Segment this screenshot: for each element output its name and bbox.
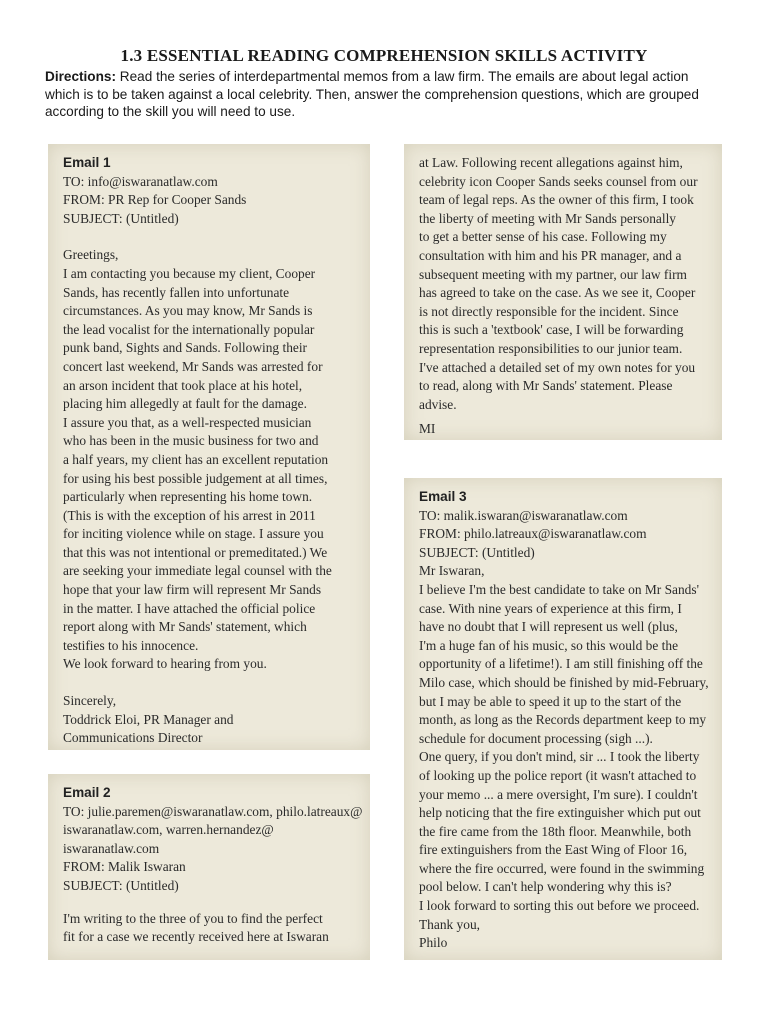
email-header-line: iswaranatlaw.com [63,840,160,856]
email-body-line: are seeking your immediate legal counsel with the [63,563,332,579]
email-body-line: for inciting violence while on stage. I assure you [63,526,324,542]
email-body-line: but I may be able to speed it up to the start of the [419,693,682,709]
email-body-line: Milo case, which should be finished by mid-February, [419,674,709,690]
email-body-line: I am contacting you because my client, Cooper [63,265,316,281]
email-body-line: case. With nine years of experience at this firm, I [419,600,682,616]
email-body-line: your memo ... a mere oversight, I'm sure). I couldn't [419,786,698,802]
email-2-card [48,774,370,960]
email-body-line: schedule for document processing (sigh ...). [419,730,653,746]
email-header-line: TO: malik.iswaran@iswaranatlaw.com [419,507,628,523]
email-body-line: particularly when representing his home town. [63,489,313,505]
email-2-signoff: MI [419,421,436,437]
email-header-line: TO: info@iswaranatlaw.com [63,173,218,189]
directions-label: Directions: [45,69,117,84]
email-body-line: help noticing that the fire extinguisher which put out [419,805,701,821]
email-1-card [48,144,370,750]
email-body-line: celebrity icon Cooper Sands seeks counsel from our [419,173,698,189]
email-body-line: I'm writing to the three of you to find the perfect [63,910,323,926]
email-body-line: Greetings, [63,247,119,263]
email-body-line: advise. [419,396,457,412]
email-body-line: the liberty of meeting with Mr Sands personally [419,210,676,226]
email-closing-line: Communications Director [63,730,203,746]
directions-text: Read the series of interdepartmental memos from a law firm. The emails are about legal action [116,69,689,84]
directions-line: according to the skill you will need to use. [45,104,296,119]
email-body-line: I'm a huge fan of his music, so this would be the [419,637,679,653]
email-closing-line: Sincerely, [63,693,117,709]
email-header-line: TO: julie.paremen@iswaranatlaw.com, philo.latreaux@ [63,803,363,819]
email-body-line: who has been in the music business for two and [63,433,319,449]
email-header-line: FROM: philo.latreaux@iswaranatlaw.com [419,526,647,542]
email-body-line: team of legal reps. As the owner of this firm, I took [419,192,694,208]
email-body-line: has agreed to take on the case. As we see it, Cooper [419,285,696,301]
email-header-line: FROM: Malik Iswaran [63,859,186,875]
email-body-line: testifies to his innocence. [63,637,199,653]
email-body-line: I believe I'm the best candidate to take on Mr Sands' [419,581,699,597]
email-body-line: the fire came from the 18th floor. Meanwhile, both [419,823,692,839]
email-body-line: representation responsibilities to our junior team. [419,340,683,356]
email-body-line: One query, if you don't mind, sir ... I took the liberty [419,749,700,765]
email-body-line: an arson incident that took place at his hotel, [63,377,303,393]
email-body-line: that this was not intentional or premeditated.) We [63,544,328,560]
email-header-line: SUBJECT: (Untitled) [63,877,179,893]
email-3-label: Email 3 [419,489,467,504]
email-body-line: at Law. Following recent allegations against him, [419,155,683,170]
email-body-line: consultation with him and his PR manager, and a [419,247,682,263]
email-body-line: Sands, has recently fallen into unfortunate [63,284,290,300]
email-body-line: fire extinguishers from the East Wing of Floor 16, [419,842,688,858]
email-body-line: Thank you, [419,916,480,932]
email-body-line: fit for a case we recently received here at Iswaran [63,929,329,945]
email-body-line: to read, along with Mr Sands' statement. Please [419,378,673,394]
email-body-line: circumstances. As you may know, Mr Sands is [63,303,313,319]
email-header-line: FROM: PR Rep for Cooper Sands [63,192,247,208]
email-header-line: iswaranatlaw.com, warren.hernandez@ [63,822,274,838]
email-body-line: in the matter. I have attached the official police [63,600,316,616]
email-body-line: this is such a 'textbook' case, I will be forwarding [419,322,684,338]
email-body-line: of looking up the police report (it wasn't attached to [419,767,697,783]
email-body-line: have no doubt that I will represent us well (plus, [419,619,678,635]
email-body-line: opportunity of a lifetime!). I am still finishing off the [419,656,703,672]
email-body-line: punk band, Sights and Sands. Following their [63,340,308,356]
email-body-line: hope that your law firm will represent Mr Sands [63,582,322,598]
email-body-line: (This is with the exception of his arrest in 2011 [63,507,316,523]
email-body-line: to get a better sense of his case. Following my [419,229,667,245]
page-title: 1.3 ESSENTIAL READING COMPREHENSION SKILLS ACTIVITY [120,46,648,65]
email-body-line: the lead vocalist for the internationally popular [63,321,315,337]
email-body-line: is not directly responsible for the incident. Since [419,303,679,319]
email-body-line: a half years, my client has an excellent reputation [63,451,329,467]
email-body-line: concert last weekend, Mr Sands was arrested for [63,358,323,374]
email-3-card [404,478,722,960]
email-body-line: We look forward to hearing from you. [63,656,267,672]
email-header-line: SUBJECT: (Untitled) [63,210,179,226]
email-body-line: report along with Mr Sands' statement, which [63,619,307,635]
email-header-line: SUBJECT: (Untitled) [419,544,535,560]
email-2-label: Email 2 [63,785,111,800]
email-body-line: for using his best possible judgement at all times, [63,470,328,486]
email-body-line: pool below. I can't help wondering why this is? [419,879,672,895]
directions-line [45,68,735,86]
email-body-line: subsequent meeting with my partner, our law firm [419,266,687,282]
email-body-line: Philo [419,935,448,951]
directions-paragraph [45,68,735,121]
email-body-line: I assure you that, as a well-respected musician [63,414,312,430]
email-body-line: where the fire occurred, were found in the swimming [419,860,705,876]
email-body-line: Mr Iswaran, [419,563,485,579]
directions-line: which is to be taken against a local celebrity. Then, answer the comprehension questions, which are grouped [45,86,699,102]
email-body-line: I've attached a detailed set of my own notes for you [419,359,696,375]
email-1-label: Email 1 [63,155,111,170]
email-closing-line: Toddrick Eloi, PR Manager and [63,711,234,727]
email-2-continued-card [404,144,722,440]
email-body-line: month, as long as the Records department keep to my [419,712,707,728]
email-body-line: I look forward to sorting this out before we proceed. [419,898,700,914]
email-body-line: placing him allegedly at fault for the damage. [63,396,307,412]
